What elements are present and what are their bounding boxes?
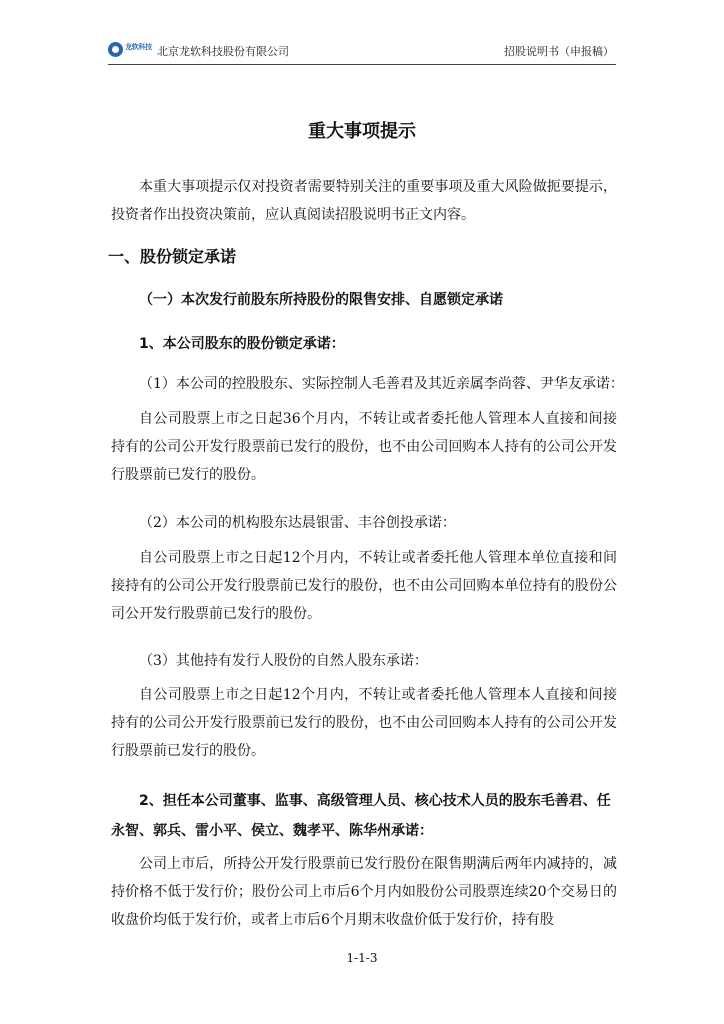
- item-label-individual-shareholders: （3）其他持有发行人股份的自然人股东承诺：: [139, 653, 428, 669]
- subsection-heading-restrictions: （一）本次发行前股东所持股份的限售安排、自愿锁定承诺: [139, 292, 503, 308]
- company-name: 北京龙软科技股份有限公司: [157, 45, 289, 58]
- item-text-individual-shareholders: 自公司股票上市之日起12个月内，不转让或者委托他人管理本人直接和间接持有的公司公开发行股票前已发行的股份，也不由公司回购本人持有的公司公开发行股票前已发行的股份。: [111, 687, 617, 759]
- point-text-executives-lock: 公司上市后，所持公开发行股票前已发行股份在限售期满后两年内减持的，减持价格不低于发行价；股份公司上市后6个月内如股份公司股票连续20个交易日的收盘价均低于发行价，或者上市后6个月期末收盘价低于发行价，持有股: [111, 856, 617, 928]
- page-number: 1-1-3: [346, 951, 378, 965]
- point-heading-shareholder-lock: 1、本公司股东的股份锁定承诺：: [139, 336, 345, 352]
- item-text-institutional-shareholders: 自公司股票上市之日起12个月内，不转让或者委托他人管理本单位直接和间接持有的公司公开发行股票前已发行的股份，也不由公司回购本单位持有的股份公司公开发行股票前已发行的股份。: [111, 550, 617, 622]
- point-heading-executives-lock: 2、担任本公司董事、监事、高级管理人员、核心技术人员的股东毛善君、任永智、郭兵、雷小平、侯立、魏孝平、陈华州承诺：: [111, 793, 611, 839]
- intro-paragraph: 本重大事项提示仅对投资者需要特别关注的重要事项及重大风险做扼要提示，投资者作出投资决策前，应认真阅读招股说明书正文内容。: [111, 179, 617, 223]
- company-logo-icon: [108, 42, 123, 57]
- logo-text: 龙软科技: [125, 43, 152, 51]
- document-type: 招股说明书（申报稿）: [504, 45, 614, 58]
- item-text-controlling-shareholder: 自公司股票上市之日起36个月内，不转让或者委托他人管理本人直接和间接持有的公司公开发行股票前已发行的股份，也不由公司回购本人持有的公司公开发行股票前已发行的股份。: [111, 411, 617, 483]
- page-header: [108, 40, 616, 65]
- section-heading-share-lock: 一、股份锁定承诺: [108, 247, 237, 266]
- page-title: 重大事项提示: [308, 121, 416, 142]
- item-label-controlling-shareholder: （1）本公司的控股股东、实际控制人毛善君及其近亲属李尚蓉、尹华友承诺：: [139, 376, 624, 392]
- item-label-institutional-shareholders: （2）本公司的机构股东达晨银雷、丰谷创投承诺：: [139, 515, 456, 531]
